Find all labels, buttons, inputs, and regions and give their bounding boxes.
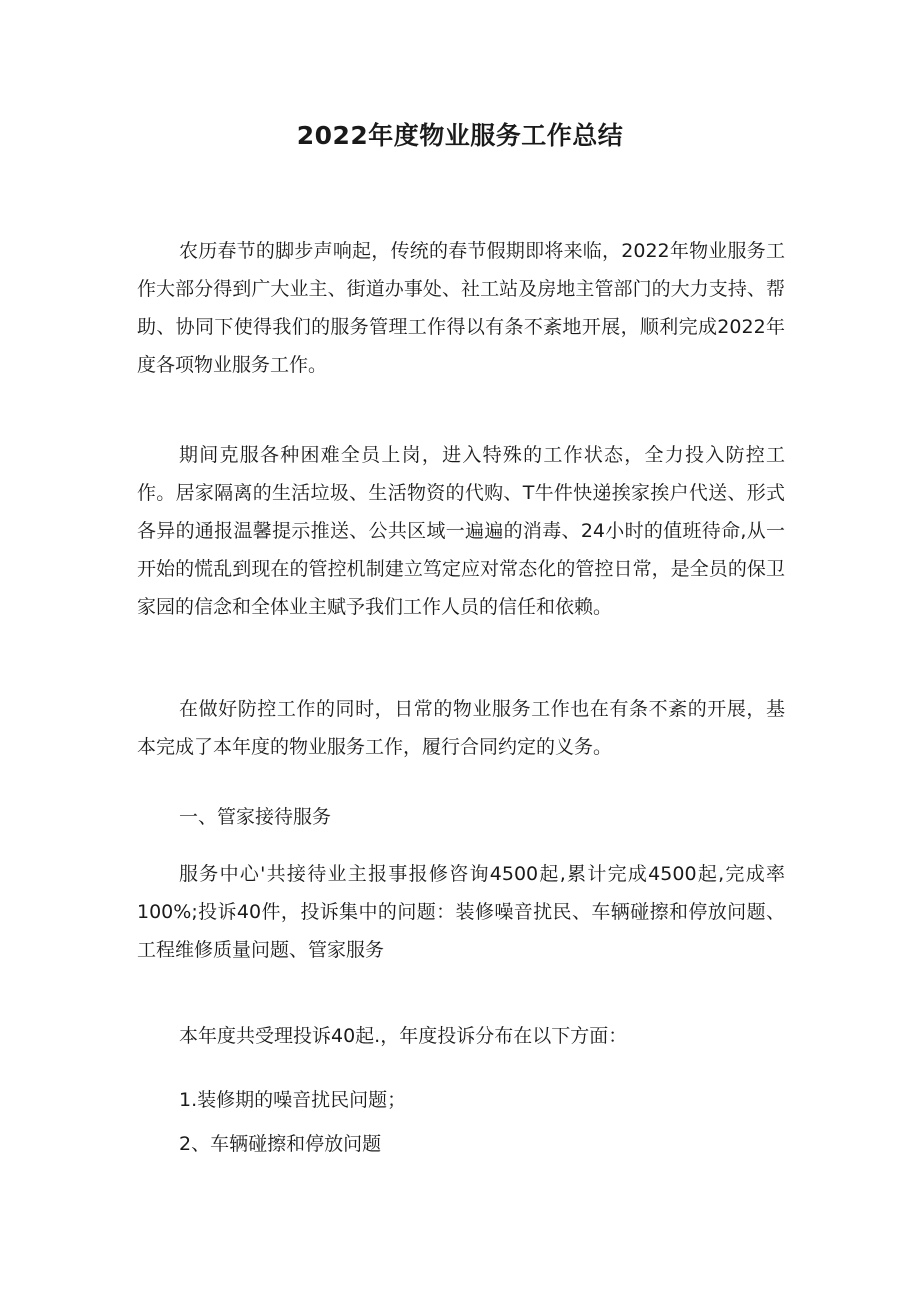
list-item: 1.装修期的噪音扰民问题； bbox=[179, 1089, 407, 1111]
intro-paragraph: 农历春节的脚步声响起，传统的春节假期即将来临，2022年物业服务工作大部分得到广大业主、街道办事处、社工站及房地主管部门的大力支持、帮助、协同下使得我们的服务管理工作得以有条不紊地开展，顺利完成2022年度各项物业服务工作。 bbox=[137, 240, 785, 376]
daily-service-paragraph: 在做好防控工作的同时，日常的物业服务工作也在有条不紊的开展，基本完成了本年度的物业服务工作，履行合同约定的义务。 bbox=[137, 698, 785, 758]
epidemic-control-paragraph: 期间克服各种困难全员上岗，进入特殊的工作状态，全力投入防控工作。居家隔离的生活垃圾、生活物资的代购、T牛件快递挨家挨户代送、形式各异的通报温馨提示推送、公共区域一遍遍的消毒、24小时的值班待命,从一开始的慌乱到现在的管控机制建立笃定应对常态化的管控日常，是全员的保卫家园的信念和全体业主赋予我们工作人员的信任和依赖。 bbox=[137, 444, 785, 618]
complaint-intro-paragraph: 本年度共受理投诉40起.，年度投诉分布在以下方面： bbox=[179, 1025, 628, 1047]
list-item: 2、车辆碰擦和停放问题 bbox=[179, 1133, 382, 1155]
section-heading: 一、管家接待服务 bbox=[179, 806, 332, 828]
service-stats-paragraph: 服务中心'共接待业主报事报修咨询4500起,累计完成4500起,完成率100%;投诉40件，投诉集中的问题：装修噪音扰民、车辆碰擦和停放问题、工程维修质量问题、管家服务 bbox=[137, 863, 785, 961]
document-title: 2022年度物业服务工作总结 bbox=[296, 121, 624, 150]
